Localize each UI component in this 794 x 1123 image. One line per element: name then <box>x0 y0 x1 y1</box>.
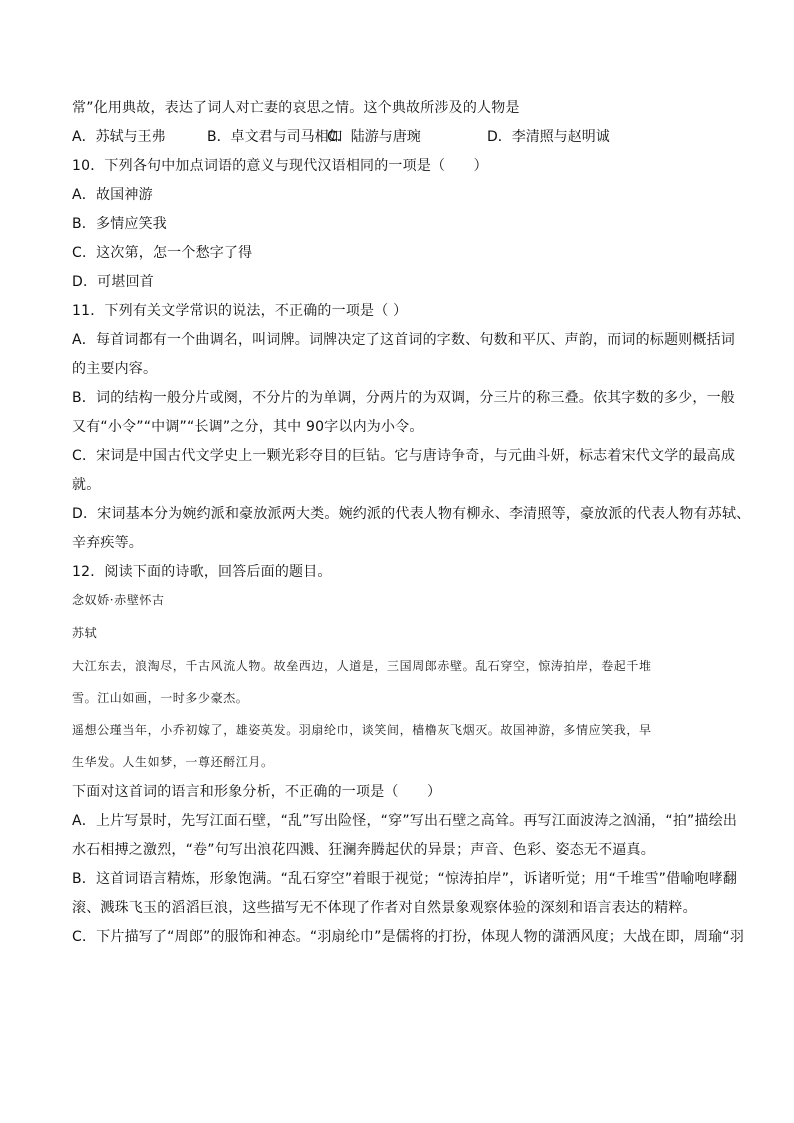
q10-option-b: B．多情应笑我 <box>72 216 168 232</box>
document-page <box>72 98 751 956</box>
q12-option-a-line1: A．上片写景时，先写江面石壁，“乱”写出险怪，“穿”写出石壁之高耸。再写江面波涛之汹涌，“拍”描绘出 <box>72 813 738 829</box>
poem-line-1: 大江东去，浪淘尽，千古风流人物。故垒西边，人道是，三国周郎赤壁。乱石穿空，惊涛拍岸，卷起千堆 <box>72 659 652 673</box>
q11-option-d-line2: 辛弃疾等。 <box>72 535 143 551</box>
poem-title: 念奴娇·赤壁怀古 <box>72 593 165 607</box>
q9-option-c: C．陆游与唐琬 <box>327 129 421 145</box>
q9-stem-tail: 常”化用典故，表达了词人对亡妻的哀思之情。这个典故所涉及的人物是 <box>72 100 520 116</box>
q12-stem: 12．阅读下面的诗歌，回答后面的题目。 <box>72 564 332 580</box>
q11-option-a-line2: 的主要内容。 <box>72 361 158 377</box>
q9-option-d: D．李清照与赵明诚 <box>487 129 610 145</box>
q12-option-c-line1: C．下片描写了“周郎”的服饰和神态。“羽扇纶巾”是儒将的打扮，体现人物的潇洒风度；大战在即，周瑜“羽 <box>72 929 745 945</box>
poem-line-3: 遥想公瑾当年，小乔初嫁了，雄姿英发。羽扇纶巾，谈笑间，樯橹灰飞烟灭。故国神游，多情应笑我，早 <box>72 723 652 737</box>
q12-option-b-line1: B．这首词语言精炼，形象饱满。“乱石穿空”着眼于视觉；“惊涛拍岸”，诉诸听觉；用“千堆雪”借喻咆哮翻 <box>72 871 738 887</box>
poem-author: 苏轼 <box>72 626 98 640</box>
q11-option-b-line1: B．词的结构一般分片或阕，不分片的为单调，分两片的为双调，分三片的称三叠。依其字数的多少，一般 <box>72 390 736 406</box>
q11-option-a-line1: A．每首词都有一个曲调名，叫词牌。词牌决定了这首词的字数、句数和平仄、声韵，而词的标题则概括词 <box>72 332 735 348</box>
q11-option-c-line2: 就。 <box>72 477 101 493</box>
q9-option-a: A．苏轼与王弗 <box>72 129 166 145</box>
q10-option-d: D．可堪回首 <box>72 274 154 290</box>
q12-sub-stem: 下面对这首词的语言和形象分析，不正确的一项是（ ） <box>72 784 442 800</box>
q10-stem: 10．下列各句中加点词语的意义与现代汉语相同的一项是（ ） <box>72 158 488 174</box>
q12-option-b-line2: 滚、溅珠飞玉的滔滔巨浪，这些描写无不体现了作者对自然景象观察体验的深刻和语言表达的精粹。 <box>72 900 697 916</box>
poem-line-2: 雪。江山如画，一时多少豪杰。 <box>72 691 249 705</box>
q10-option-c: C．这次第，怎一个愁字了得 <box>72 245 253 261</box>
q11-option-d-line1: D．宋词基本分为婉约派和豪放派两大类。婉约派的代表人物有柳永、李清照等，豪放派的代表人物有苏轼、 <box>72 506 751 522</box>
q12-option-a-line2: 水石相搏之激烈，“卷”句写出浪花四溅、狂澜奔腾起伏的异景；声音、色彩、姿态无不逼真。 <box>72 842 655 858</box>
q9-options <box>72 127 732 147</box>
q11-stem: 11．下列有关文学常识的说法，不正确的一项是（ ） <box>72 303 408 319</box>
q10-option-a: A．故国神游 <box>72 187 153 203</box>
q9-option-b: B．卓文君与司马相如 <box>207 129 343 145</box>
poem-line-4: 生华发。人生如梦，一尊还酹江月。 <box>72 755 274 769</box>
q11-option-b-line2: 又有“小令”“中调”“长调”之分，其中 90字以内为小令。 <box>72 419 424 435</box>
q11-option-c-line1: C．宋词是中国古代文学史上一颗光彩夺目的巨钻。它与唐诗争奇，与元曲斗妍，标志着宋代文学的最高成 <box>72 448 736 464</box>
